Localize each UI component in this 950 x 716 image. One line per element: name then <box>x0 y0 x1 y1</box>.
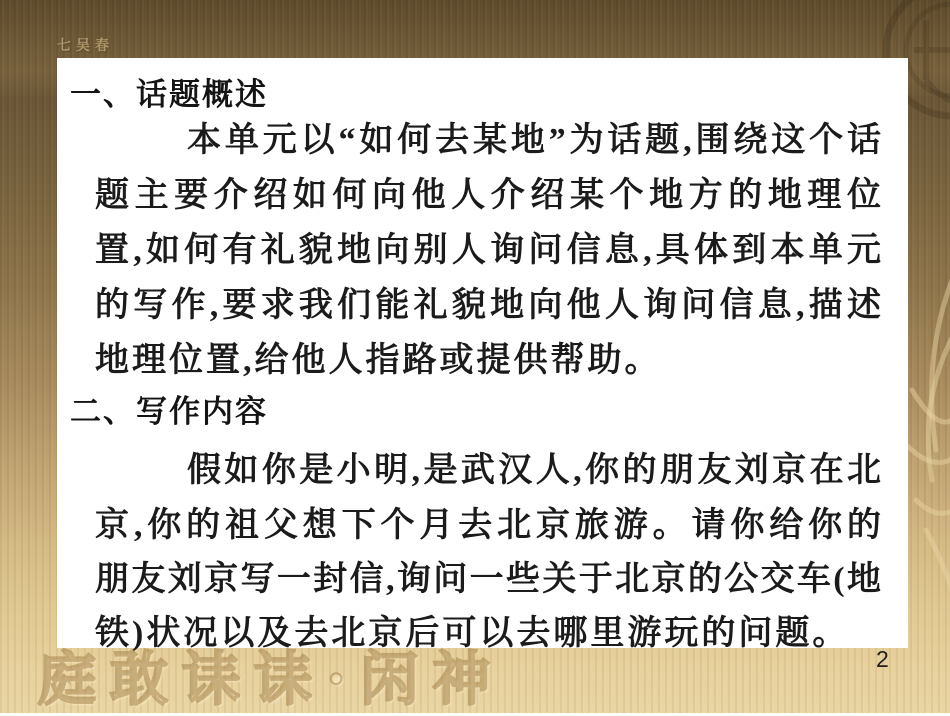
content-card <box>57 58 908 652</box>
paragraph-line: 假如你是小明,是武汉人,你的朋友刘京在北 <box>187 452 882 489</box>
paragraph-line: 地理位置,给他人指路或提供帮助。 <box>95 342 662 379</box>
paragraph-line: 本单元以“如何去某地”为话题,围绕这个话 <box>187 122 882 159</box>
paragraph-line: 题主要介绍如何向他人介绍某个地方的地理位 <box>95 177 882 214</box>
page-number: 2 <box>876 646 889 672</box>
section-heading-writing-content: 二、写作内容 <box>70 394 268 429</box>
paragraph-line: 的写作,要求我们能礼貌地向他人询问信息,描述 <box>95 287 882 324</box>
paragraph-line: 朋友刘京写一封信,询问一些关于北京的公交车(地 <box>95 561 882 598</box>
paragraph-line: 铁)状况以及去北京后可以去哪里游玩的问题。 <box>95 615 850 652</box>
slide-watermark: 七吴春 <box>57 39 114 54</box>
section-heading-topic-overview: 一、话题概述 <box>70 77 268 112</box>
paragraph-line: 京,你的祖父想下个月去北京旅游。请你给你的 <box>95 507 882 544</box>
paragraph-line: 置,如何有礼貌地向别人询问信息,具体到本单元 <box>95 232 882 269</box>
decorative-seal-script: 庭敢诔诔·闲神 <box>38 645 505 713</box>
